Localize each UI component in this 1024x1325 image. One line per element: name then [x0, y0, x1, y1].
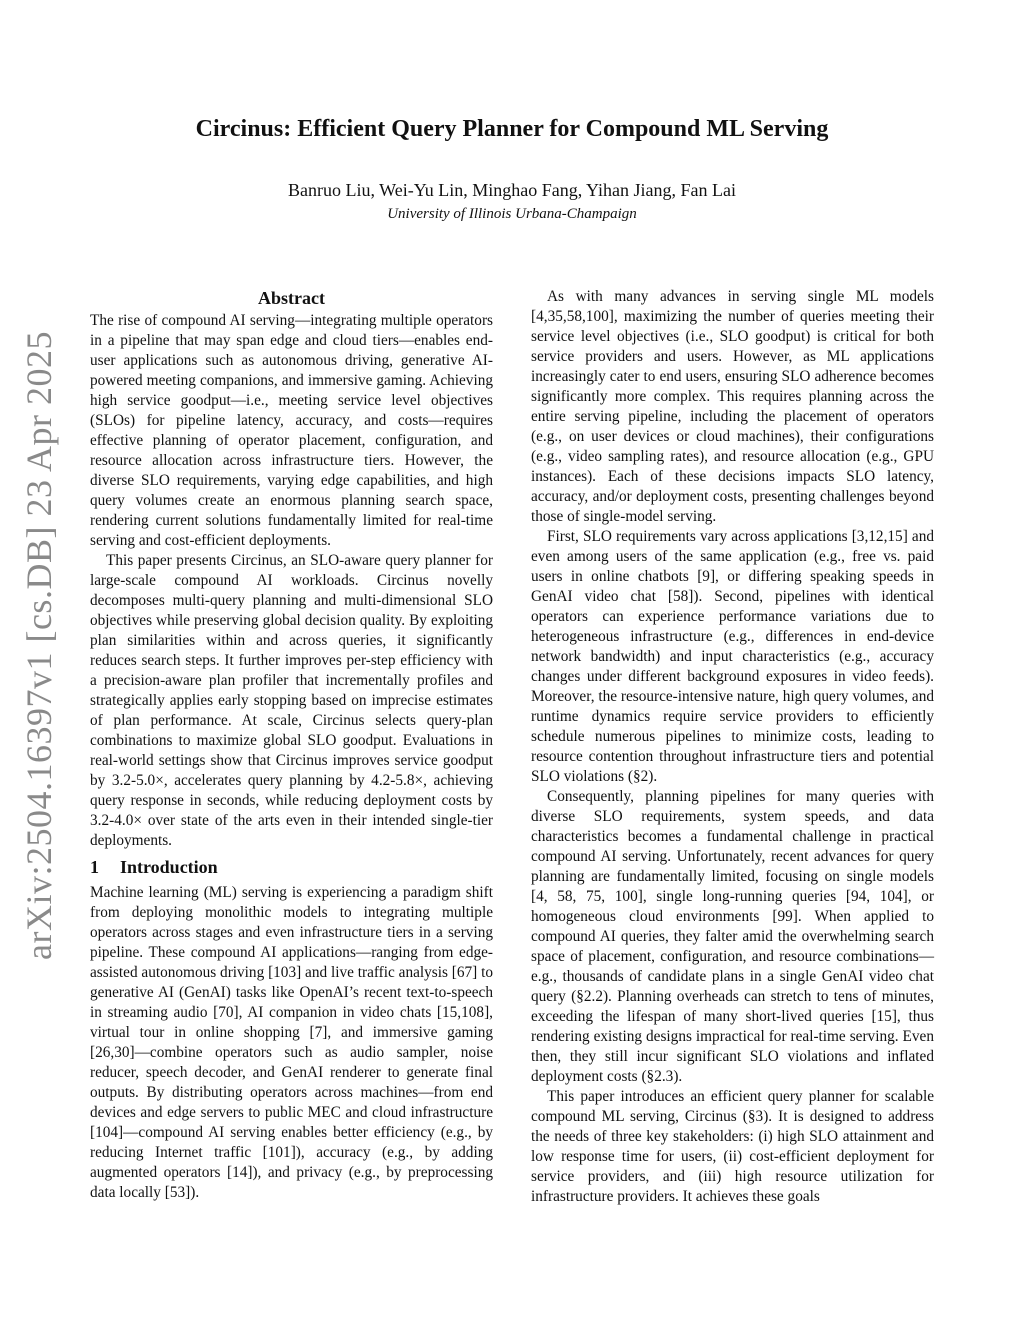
intro-paragraph-3: First, SLO requirements vary across applications [3,12,15] and even among users of the same application (e.g., free vs. paid users in online chatbots [9], or differing speaking speeds in GenAI video chat [58]). Second, pipelines with identical operators can experience performance variations due to heterogeneous infrastructure (e.g., differences in end-device network bandwidth) and input characteristics (e.g., accuracy changes under different background exposures in video feeds). Moreover, the resource-intensive nature, high query volumes, and runtime dynamics require service providers to efficiently schedule numerous pipelines to minimize costs, leading to resource contention throughout infrastructure tiers and potential SLO violations (§2). — [531, 528, 934, 785]
section-number: 1 — [90, 857, 99, 877]
intro-paragraph-4: Consequently, planning pipelines for many queries with diverse SLO requirements, system speeds, and data characteristics becomes a fundamental challenge in practical compound AI serving. Unfortunately, recent advances for query planning are fundamentally limited, focusing on single models [4, 58, 75, 100], single long-running queries [94, 104], or homogeneous cloud environments [99]. When applied to compound AI queries, they falter amid the overwhelming search space of placement, configuration, and resource combinations—e.g., thousands of candidate plans in a single GenAI video chat query (§2.2). Planning overheads can stretch to tens of minutes, exceeding the lifespan of many short-lived queries [15], thus rendering existing designs impractical for real-time serving. Even then, they still incur significant SLO violations and inflated deployment costs (§2.3). — [531, 788, 934, 1085]
intro-paragraph-1: Machine learning (ML) serving is experiencing a paradigm shift from deploying monolithic models to integrating multiple operators across stages and even infrastructure tiers in a serving pipeline. These compound AI applications—ranging from edge-assisted autonomous driving [103] and live traffic analysis [67] to generative AI (GenAI) tasks like OpenAI’s recent text-to-speech in streaming audio [70], AI companion in video chats [15,108], virtual tour in online shopping [7], and immersive gaming [26,30]—combine operators such as audio sampler, noise reducer, speech decoder, and GenAI renderer to generate final outputs. By distributing operators across machines—from end devices and edge servers to public MEC and cloud infrastructure [104]—compound AI serving enables better efficiency (e.g., by reducing Internet traffic [101]), accuracy (e.g., by adding augmented operators [14]), and privacy (e.g., by preprocessing data locally [53]). — [90, 884, 493, 1201]
arxiv-identifier: arXiv:2504.16397v1 [cs.DB] 23 Apr 2025 — [19, 331, 59, 960]
section-title: Introduction — [120, 857, 218, 877]
intro-paragraph-2: As with many advances in serving single ML models [4,35,58,100], maximizing the number of queries meeting their service level objectives (i.e., SLO goodput) is critical for both service providers and users. However, as ML applications increasingly cater to end users, ensuring SLO adherence becomes significantly more complex. This requires planning across the entire serving pipeline, including the placement of operators (e.g., on user devices or cloud machines), their configurations (e.g., video sampling rates), and resource allocation (e.g., GPU instances). Each of these decisions impacts SLO latency, accuracy, and/or deployment costs, presenting challenges beyond those of single-model serving. — [531, 288, 934, 525]
right-column — [531, 287, 934, 1207]
abstract-paragraph-1: The rise of compound AI serving—integrating multiple operators in a pipeline that may span edge and cloud tiers—enables end-user applications such as autonomous driving, generative AI-powered meeting companions, and immersive gaming. Achieving high service goodput—i.e., meeting service level objectives (SLOs) for pipeline latency, accuracy, and costs—requires effective planning of operator placement, configuration, and resource allocation across infrastructure tiers. However, the diverse SLO requirements, varying edge capabilities, and high query volumes create an enormous planning search space, rendering current solutions fundamentally limited for real-time serving and cost-efficient deployments. — [90, 312, 493, 549]
left-column — [90, 287, 493, 1203]
author-list: Banruo Liu, Wei-Yu Lin, Minghao Fang, Yihan Jiang, Fan Lai — [288, 180, 736, 200]
paper-title: Circinus: Efficient Query Planner for Compound ML Serving — [195, 116, 829, 142]
affiliation: University of Illinois Urbana-Champaign — [387, 206, 637, 222]
intro-paragraph-5: This paper introduces an efficient query planner for scalable compound ML serving, Circinus (§3). It is designed to address the needs of three key stakeholders: (i) high SLO attainment and low response time for users, (ii) cost-efficient deployment for service providers, and (iii) high resource utilization for infrastructure providers. It achieves these goals — [531, 1088, 934, 1205]
section-heading-introduction — [90, 855, 493, 879]
abstract-paragraph-2: This paper presents Circinus, an SLO-aware query planner for large-scale compound AI workloads. Circinus novelly decomposes multi-query planning and multi-dimensional SLO objectives while preserving global decision quality. By exploiting plan similarities within and across queries, it significantly reduces search steps. It further improves per-step efficiency with a precision-aware plan profiler that incrementally profiles and strategically applies early stopping based on imprecise estimates of plan performance. At scale, Circinus selects query-plan combinations to maximize global SLO goodput. Evaluations in real-world settings show that Circinus improves service goodput by 3.2-5.0×, accelerates query planning by 4.2-5.8×, achieving query response in seconds, while reducing deployment costs by 3.2-4.0× over state of the arts even in their intended single-tier deployments. — [90, 552, 493, 849]
abstract-heading: Abstract — [258, 288, 325, 308]
